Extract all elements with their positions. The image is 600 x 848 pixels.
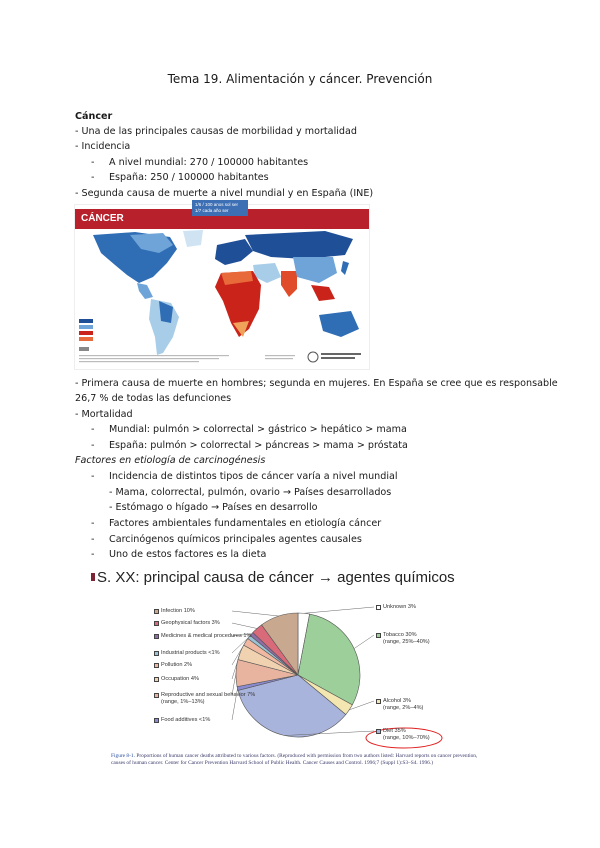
legend-swatch bbox=[154, 634, 159, 639]
legend-swatch bbox=[154, 651, 159, 656]
pie-label: Alcohol 3% (range, 2%–4%) bbox=[383, 698, 424, 711]
pie-label: Geophysical factors 3% bbox=[161, 620, 220, 626]
list-item: - Mama, colorrectal, pulmón, ovario → Países desarrollados bbox=[109, 487, 392, 498]
text-line: 26,7 % de todas las defunciones bbox=[75, 393, 232, 404]
bullet-icon bbox=[91, 573, 95, 581]
pie-label-range: (range, 1%–13%) bbox=[161, 699, 205, 705]
world-map-figure bbox=[74, 204, 370, 370]
pie-label: Reproductive and sexual behavior 7% (range, 1%–13%) bbox=[161, 692, 256, 705]
dash-bullet: - bbox=[91, 440, 95, 451]
list-item: Incidencia de distintos tipos de cáncer varía a nivel mundial bbox=[109, 471, 398, 482]
pie-label: Medicines & medical procedures 1% bbox=[161, 633, 252, 639]
pie-label: Infection 10% bbox=[161, 608, 195, 614]
legend-swatch bbox=[376, 699, 381, 704]
dash-bullet: - bbox=[91, 471, 95, 482]
text-line: A nivel mundial: 270 / 100000 habitantes bbox=[109, 157, 309, 168]
pie-chart-figure bbox=[148, 600, 448, 750]
legend-swatch bbox=[376, 605, 381, 610]
list-item: Factores ambientales fundamentales en etiología cáncer bbox=[109, 518, 382, 529]
pie-label: Occupation 4% bbox=[161, 676, 199, 682]
pie-label-range: (range, 2%–4%) bbox=[383, 705, 424, 711]
text-line: - Segunda causa de muerte a nivel mundial y en España (INE) bbox=[75, 188, 374, 199]
page-title: Tema 19. Alimentación y cáncer. Prevención bbox=[167, 72, 433, 86]
slide-heading-text: S. XX: principal causa de cáncer → agentes químicos bbox=[97, 569, 455, 586]
legend-swatch bbox=[154, 693, 159, 698]
figure-caption bbox=[111, 753, 491, 767]
section-heading-cancer: Cáncer bbox=[75, 111, 113, 122]
text-line: Mundial: pulmón > colorrectal > gástrico > hepático > mama bbox=[109, 424, 407, 435]
leader-line bbox=[304, 607, 374, 613]
dash-bullet: - bbox=[91, 157, 95, 168]
text-line: - Una de las principales causas de morbilidad y mortalidad bbox=[75, 126, 357, 137]
legend-swatch bbox=[154, 609, 159, 614]
pie-label: Unknown 3% bbox=[383, 604, 416, 610]
pie-label: Food additives <1% bbox=[161, 717, 211, 723]
leader-line bbox=[232, 623, 257, 628]
leader-line bbox=[354, 635, 374, 649]
legend-swatch bbox=[154, 677, 159, 682]
pie-label: Tobacco 30% (range, 25%–40%) bbox=[383, 632, 430, 645]
map-callout: 1/6 / 100 anos sol ser 1/7 cada año ser bbox=[192, 200, 248, 216]
pie-label-range: (range, 10%–70%) bbox=[383, 735, 430, 741]
text-line: España: 250 / 100000 habitantes bbox=[109, 172, 269, 183]
dash-bullet: - bbox=[91, 424, 95, 435]
legend-swatch bbox=[154, 718, 159, 723]
pie-label: Industrial products <1% bbox=[161, 650, 220, 656]
dash-bullet: - bbox=[91, 172, 95, 183]
legend-swatch bbox=[154, 663, 159, 668]
text-line: - Mortalidad bbox=[75, 409, 133, 420]
pie-label-range: (range, 25%–40%) bbox=[383, 639, 430, 645]
dash-bullet: - bbox=[91, 549, 95, 560]
map-header-label: CÁNCER bbox=[81, 213, 124, 224]
caption-label: Figure 8-1. bbox=[111, 753, 135, 759]
pie-label: Diet 35% (range, 10%–70%) bbox=[383, 728, 430, 741]
legend-swatch bbox=[376, 729, 381, 734]
list-item: Uno de estos factores es la dieta bbox=[109, 549, 267, 560]
dash-bullet: - bbox=[91, 534, 95, 545]
text-line: - Incidencia bbox=[75, 141, 131, 152]
world-map-icon bbox=[75, 205, 370, 370]
list-item: - Estómago o hígado → Países en desarrollo bbox=[109, 502, 318, 513]
caption-text: Proportions of human cancer deaths attributed to various factors. (Reproduced with permission from two authors listed: Harvard reports on cancer prevention, causes of human cancer. Center for Cancer Prevention Harvard School of Public Health. Cancer Causes and Control. 1996;7 (Suppl 1):S3–S4. 1996.) bbox=[111, 753, 478, 766]
text-line: España: pulmón > colorrectal > páncreas > mama > próstata bbox=[109, 440, 408, 451]
legend-swatch bbox=[376, 633, 381, 638]
section-heading-factores: Factores en etiología de carcinogénesis bbox=[75, 455, 266, 466]
slide-heading bbox=[91, 569, 455, 586]
leader-line bbox=[232, 611, 279, 616]
legend-swatch bbox=[154, 621, 159, 626]
list-item: Carcinógenos químicos principales agentes causales bbox=[109, 534, 362, 545]
dash-bullet: - bbox=[91, 518, 95, 529]
pie-label: Pollution 2% bbox=[161, 662, 193, 668]
text-line: - Primera causa de muerte en hombres; segunda en mujeres. En España se cree que es responsable bbox=[75, 378, 558, 389]
